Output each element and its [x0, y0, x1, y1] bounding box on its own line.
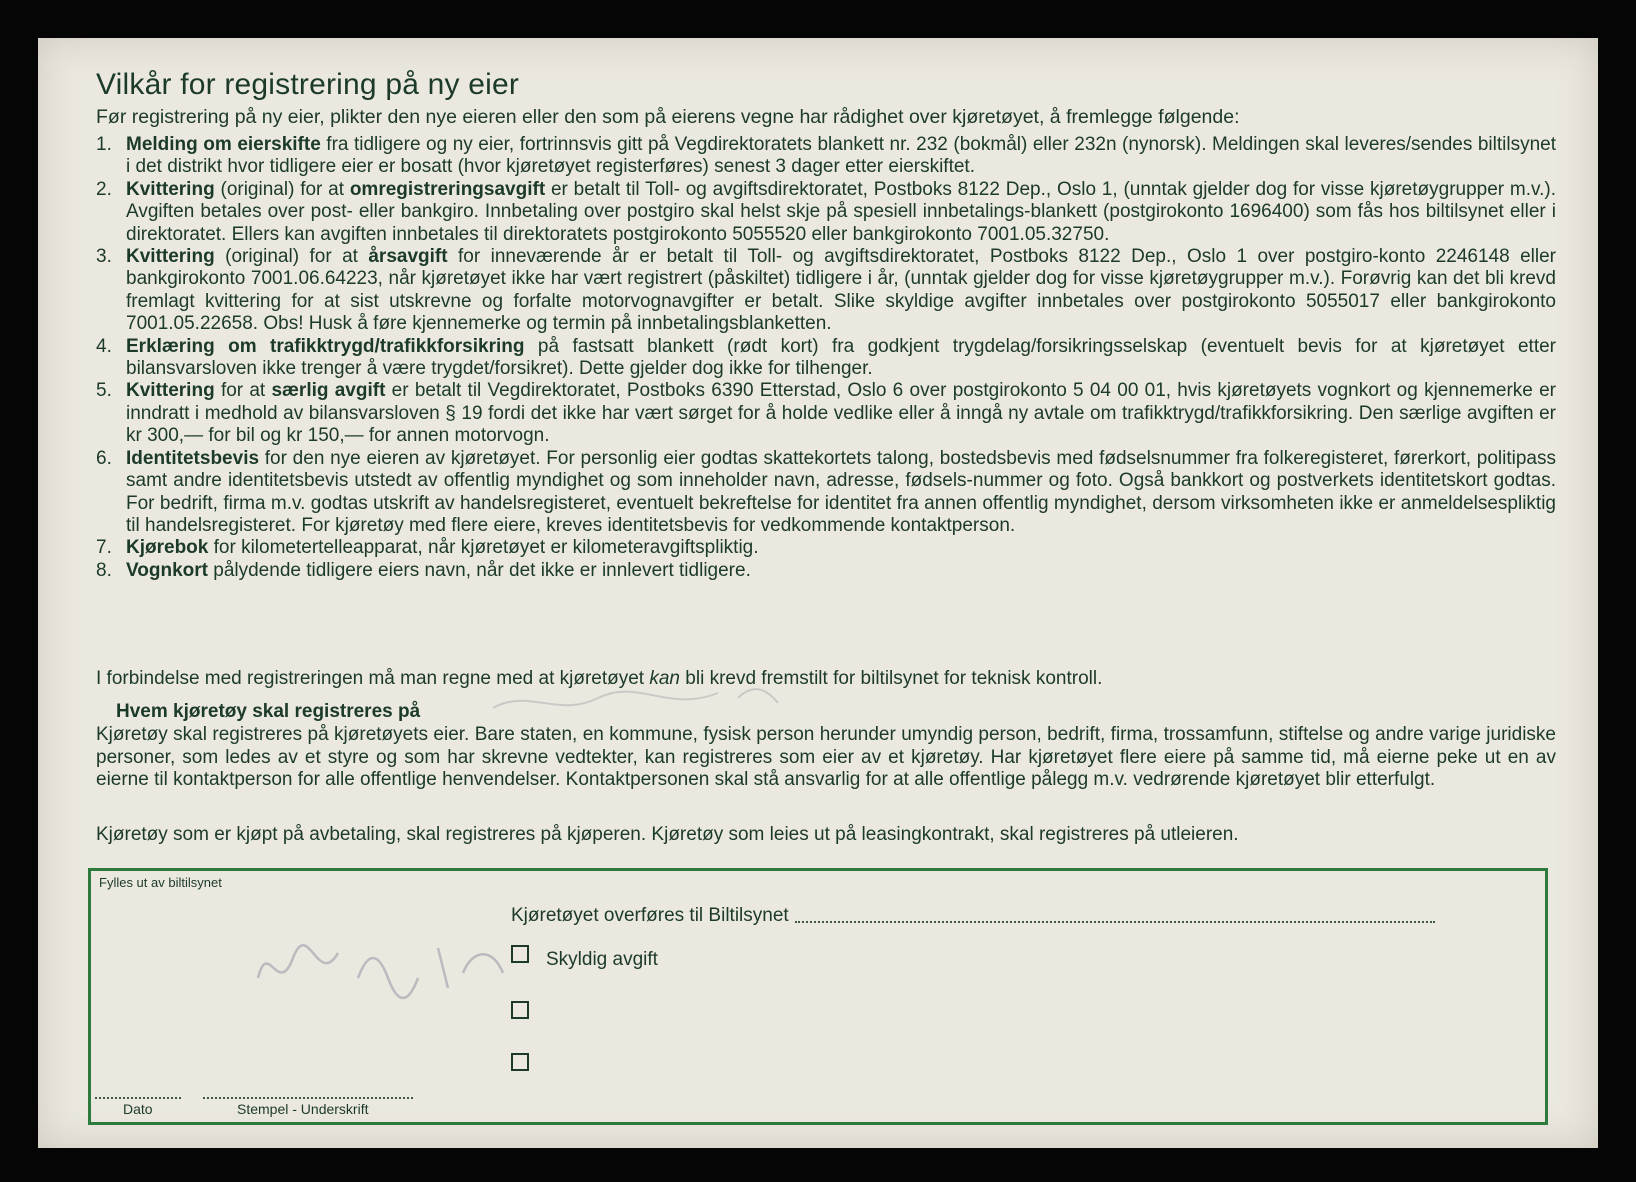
form-sheet [38, 38, 1598, 1148]
office-use-box [88, 868, 1548, 1125]
transfer-row [511, 905, 1435, 927]
list-item: 7. Kjørebok for kilometertelleapparat, når kjøretøyet er kilometeravgiftspliktig. [96, 537, 759, 559]
office-box-label: Fylles ut av biltilsynet [99, 875, 222, 890]
list-item: 5. Kvittering for at særlig avgift er betalt til Vegdirektoratet, Postboks 6390 Etterstad, Oslo 6 over postgirokonto 5 04 00 01, hvis kjøretøyets vognkort og kjennemerke er inndratt i medhold av bilansvarsloven § 19 fordi det ikke har vært sørget for å holde vedlike eller å inngå ny avtale om trafikktrygd/trafikkforsikring. Den særlige avgiften er kr 300,— for bil og kr 150,— for annen motorvogn. [96, 380, 1556, 447]
stamp-signature-label: Stempel - Underskrift [237, 1101, 369, 1117]
page-title: Vilkår for registrering på ny eier [96, 68, 520, 101]
requirements-list [96, 134, 1556, 582]
date-label: Dato [123, 1101, 153, 1117]
list-item: 3. Kvittering (original) for at årsavgift for inneværende år er betalt til Toll- og avgiftsdirektoratet, Postboks 8122 Dep., Oslo 1 over postgiro-konto 2246148 eller bankgirokonto 7001.06.64223, når kjøretøyet ikke har vært registrert (påskiltet) tidligere i år, (unntak gjelder dog for visse kjøretøygrupper m.v.). Forøvrig kan det bli krevd fremlagt kvittering for at sist utskrevne og forfalte motorvognavgifter er betalt. Slike skyldige avgifter innbetales over postgirokonto 5055017 eller bankgirokonto 7001.05.22658. Obs! Husk å føre kjennemerke og termin på innbetalingsblanketten. [96, 246, 1557, 335]
intro-text: Før registrering på ny eier, plikter den nye eieren eller den som på eierens vegne har rådighet over kjøretøyet, å fremlegge følgende: [96, 106, 1240, 128]
stamp-signature-line[interactable] [203, 1097, 413, 1099]
transfer-label: Kjøretøyet overføres til Biltilsynet [511, 905, 789, 926]
inspection-note: I forbindelse med registreringen må man regne med at kjøretøyet kan bli krevd fremstilt for biltilsynet for teknisk kontroll. [96, 668, 1103, 689]
list-item: 4. Erklæring om trafikktrygd/trafikkforsikring på fastsatt blankett (rødt kort) fra godkjent trygdelag/forsikringsselskap (eventuelt bevis for at kjøretøyet etter bilansvarsloven ikke trenger å være trygdet/forsikret). Dette gjelder dog ikke for tilhenger. [96, 335, 1556, 380]
transfer-field[interactable] [795, 921, 1435, 923]
checkbox-blank-1[interactable] [511, 1001, 529, 1019]
list-item: 2. Kvittering (original) for at omregistreringsavgift er betalt til Toll- og avgiftsdirektoratet, Postboks 8122 Dep., Oslo 1, (unntak gjelder dog for visse kjøretøygrupper m.v.). Avgiften betales over post- eller bankgiro. Innbetaling over postgiro skal helst skje på spesiell innbetalings-blankett (postgirokonto 1696400) som fås hos biltilsynet eller i direktoratet. Ellers kan avgiften innbetales til direktoratets postgirokonto 5055520 eller bankgirokonto 7001.05.32750. [96, 178, 1556, 245]
list-item: 1. Melding om eierskifte fra tidligere og ny eier, fortrinnsvis gitt på Vegdirektoratets blankett nr. 232 (bokmål) eller 232n (nynorsk). Meldingen skal leveres/sendes biltilsynet i det distrikt hvor tidligere eier er bosatt (hvor kjøretøyet registerføres) senest 3 dager etter eierskiftet. [96, 134, 1556, 178]
who-text: Kjøretøy skal registreres på kjøretøyets eier. Bare staten, en kommune, fysisk person herunder umyndig person, bedrift, firma, trossamfunn, stiftelse og andre varige juridiske personer, som ledes av et styre og som har skrevne vedtekter, kan registreres som eier av et kjøretøy. Har kjøretøyet flere eiere på samme tid, må eierne peke ut en av eierne til kontaktperson for alle offentlige henvendelser. Kontaktpersonen skal stå ansvarlig for at alle offentlige pålegg m.v. vedrørende kjøretøyet blir etterfulgt. [96, 724, 1556, 790]
list-item: 6. Identitetsbevis for den nye eieren av kjøretøyet. For personlig eier godtas skattekortets talong, bostedsbevis med fødselsnummer fra folkeregisteret, førerkort, politipass samt andre identitetsbevis utstedt av offentlig myndighet og som inneholder navn, adresse, fødsels-nummer og foto. Også bankkort og postverkets identitetskort godtas. For bedrift, firma m.v. godtas utskrift av handelsregisteret, eventuelt bekreftelse for identitet fra annen offentlig myndighet, dersom virksomheten ikke er anmeldelsespliktig til handelsregisteret. For kjøretøy med flere eiere, kreves identitetsbevis for vedkommende kontaktperson. [96, 447, 1556, 536]
checkbox-blank-2[interactable] [511, 1053, 529, 1071]
date-line[interactable] [95, 1097, 181, 1099]
checkbox-skyldig-avgift-label: Skyldig avgift [546, 949, 658, 970]
list-item: 8. Vognkort pålydende tidligere eiers navn, når det ikke er innlevert tidligere. [96, 559, 751, 581]
who-heading: Hvem kjøretøy skal registreres på [116, 701, 421, 722]
installment-text: Kjøretøy som er kjøpt på avbetaling, skal registreres på kjøperen. Kjøretøy som leies ut på leasingkontrakt, skal registreres på utleieren. [96, 824, 1239, 845]
checkbox-skyldig-avgift[interactable] [511, 945, 529, 963]
